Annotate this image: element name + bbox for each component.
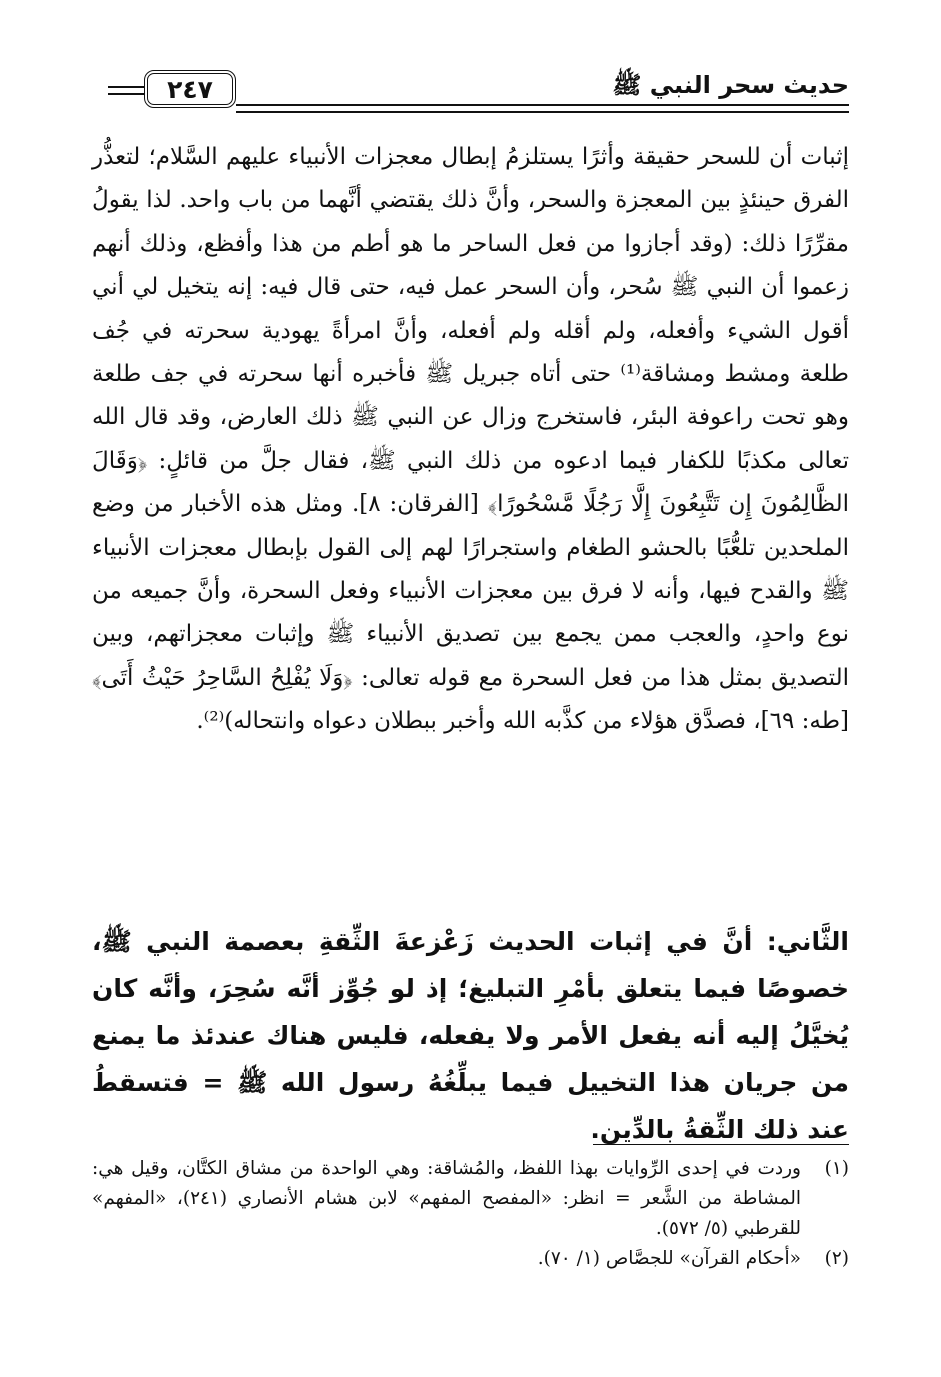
header-rule xyxy=(236,104,849,113)
body-text xyxy=(92,136,849,744)
footnote-text: وردت في إحدى الرِّوايات بهذا اللفظ، والمُشاقة: وهي الواحدة من مشاق الكتَّان، وقيل هي: المشاطة من الشَّعر = انظر: «المفصح المفهم» لابن هشام الأنصاري (٢٤١)، «المفهم» للقرطبي (٥/ ٥٧٢). xyxy=(92,1158,801,1239)
footnote xyxy=(92,1154,849,1244)
footnotes xyxy=(92,1154,849,1274)
body-paragraph: إثبات أن للسحر حقيقة وأثرًا يستلزمُ إبطال معجزات الأنبياء عليهم السَّلام؛ لتعذُّر الفرق حينئذٍ بين المعجزة والسحر، وأنَّ ذلك يقتضي أنَّهما من باب واحد. لذا يقولُ مقرِّرًا ذلك: (وقد أجازوا من فعل الساحر ما هو أطم من هذا وأفظع، وذلك أنهم زعموا أن النبي ﷺ سُحر، وأن السحر عمل فيه، حتى قال فيه: إنه يتخيل لي أني أقول الشيء وأفعله، ولم أقله ولم أفعله، وأنَّ امرأةً يهودية سحرته في جُف طلعة ومشط ومشاقة⁽¹⁾ حتى أتاه جبريل ﷺ فأخبره أنها سحرته في جف طلعة وهو تحت راعوفة البئر، فاستخرج وزال عن النبي ﷺ ذلك العارض، وقد قال الله تعالى مكذبًا للكفار فيما ادعوه من ذلك النبي ﷺ، فقال جلَّ من قائلٍ: ﴿وَقَالَ الظَّالِمُونَ إِن تَتَّبِعُونَ إِلَّا رَجُلًا مَّسْحُورًا﴾ [الفرقان: ٨]. ومثل هذه الأخبار من وضع الملحدين تلعُّبًا بالحشو الطغام واستجرارًا لهم إلى القول بإبطال معجزات الأنبياء ﷺ والقدح فيها، وأنه لا فرق بين معجزات الأنبياء وفعل السحرة، وأنَّ جميعه من نوع واحدٍ، والعجب ممن يجمع بين تصديق الأنبياء ﷺ وإثبات معجزاتهم، وبين التصديق بمثل هذا من فعل السحرة مع قوله تعالى: ﴿وَلَا يُفْلِحُ السَّاحِرُ حَيْثُ أَتَى﴾ [طه: ٦٩]، فصدَّق هؤلاء من كذَّبه الله وأخبر ببطلان دعواه وانتحاله)⁽²⁾. xyxy=(92,144,849,735)
footnote-separator xyxy=(593,1144,849,1145)
bold-paragraph: الثَّاني: أنَّ في إثبات الحديث زَعْزعةَ الثِّقةِ بعصمة النبي ﷺ، خصوصًا فيما يتعلق بأمْرِ التبليغ؛ إذ لو جُوِّز أنَّه سُحِرَ، وأنَّه كان يُخيَّلُ إليه أنه يفعل الأمر ولا يفعله، فليس هناك عندئذ ما يمنع من جريان هذا التخييل فيما يبلِّغُهُ رسول الله ﷺ = فتسقطُ عند ذلك الثِّقةُ بالدِّين. xyxy=(92,927,849,1144)
second-point xyxy=(92,918,849,1153)
header-rule-left xyxy=(108,86,144,95)
footnote-text: «أحكام القرآن» للجصَّاص (١/ ٧٠). xyxy=(537,1248,801,1269)
footnote-number: (٢) xyxy=(824,1248,849,1269)
footnote-number: (١) xyxy=(824,1158,849,1179)
page-header xyxy=(108,66,849,118)
page-number: ٢٤٧ xyxy=(144,70,236,108)
running-title: حديث سحر النبي ﷺ xyxy=(612,71,849,99)
footnote xyxy=(92,1244,849,1274)
